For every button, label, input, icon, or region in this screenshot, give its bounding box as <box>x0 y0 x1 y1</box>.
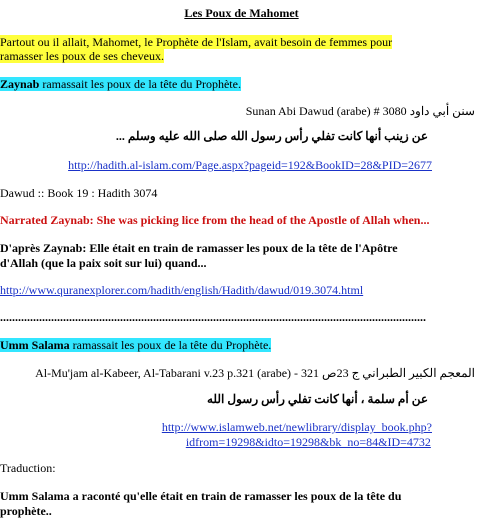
umm-salama-french-line-2: prophète.. <box>0 504 52 518</box>
umm-salama-source: Al-Mu'jam al-Kabeer, Al-Tabarani v.23 p.321 (arabe) - 321 المعجم الكبير الطبراني ج 23ص <box>35 366 475 380</box>
umm-salama-french-line-1: Umm Salama a raconté qu'elle était en train de ramasser les poux de la tête du <box>0 489 402 503</box>
zaynab-name: Zaynab <box>0 77 40 91</box>
umm-salama-name: Umm Salama <box>0 338 70 352</box>
intro-line-1: Partout ou il allait, Mahomet, le Prophète de l'Islam, avait besoin de femmes pour <box>0 35 393 49</box>
section-separator: .............................................................................................................................................. <box>0 310 426 324</box>
islamweb-link-block <box>162 420 432 450</box>
zaynab-hadith-link[interactable]: http://hadith.al-islam.com/Page.aspx?pageid=192&BookID=28&PID=2677 <box>68 158 432 172</box>
zaynab-link-line <box>68 158 432 173</box>
quranexplorer-link[interactable]: http://www.quranexplorer.com/hadith/english/Hadith/dawud/019.3074.html <box>0 283 364 297</box>
narrated-zaynab: Narrated Zaynab: She was picking lice from the head of the Apostle of Allah when... <box>0 213 430 227</box>
umm-salama-heading: Umm Salama ramassait les poux de la tête du Prophète. <box>0 338 272 352</box>
page-title: Les Poux de Mahomet <box>184 6 299 20</box>
islamweb-link[interactable]: http://www.islamweb.net/newlibrary/display_book.php? idfrom=19298&idto=19298&bk_no=84&ID=4732 <box>161 420 432 449</box>
zaynab-source: Sunan Abi Dawud (arabe) # 3080 سنن أبي داود <box>245 104 475 118</box>
zaynab-heading: Zaynab ramassait les poux de la tête du Prophète. <box>0 77 241 91</box>
zaynab-french-line-2: d'Allah (que la paix soit sur lui) quand... <box>0 256 207 270</box>
intro-line-2: ramasser les poux de ses cheveux. <box>0 49 164 63</box>
dawud-reference: Dawud :: Book 19 : Hadith 3074 <box>0 186 158 200</box>
zaynab-french-line-1: D'après Zaynab: Elle était en train de ramasser les poux de la tête de l'Apôtre <box>0 241 398 255</box>
quranexplorer-link-line <box>0 283 363 298</box>
umm-salama-arabic: عن أم سلمة ، أنها كانت تفلي رأس رسول الله <box>206 392 428 406</box>
zaynab-arabic: عن زينب أنها كانت تفلي رأس رسول الله صلى الله عليه وسلم ... <box>115 129 428 143</box>
traduction-label: Traduction: <box>0 461 56 475</box>
